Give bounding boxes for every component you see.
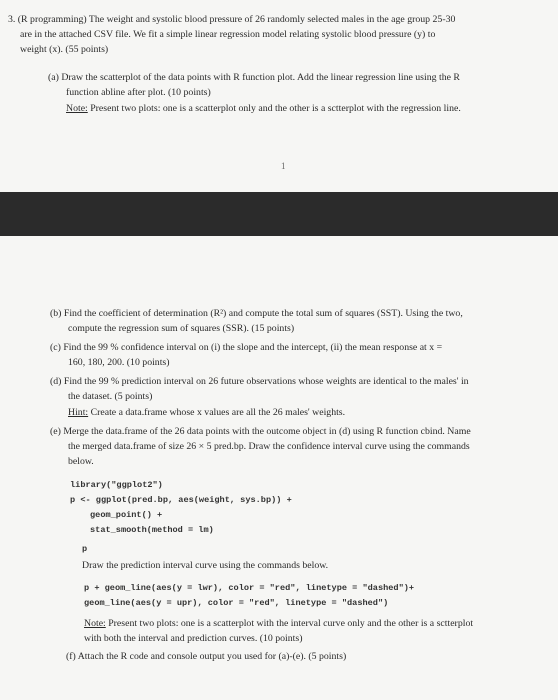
part-d-hint-label: Hint: bbox=[68, 407, 89, 418]
part-a-note-label: Note: bbox=[66, 103, 88, 114]
code-line: geom_line(aes(y = upr), color = "red", linetype = "dashed") bbox=[84, 598, 389, 608]
part-f-line-1: (f) Attach the R code and console output you used for (a)-(e). (5 points) bbox=[66, 651, 347, 662]
question-line-2: are in the attached CSV file. We fit a simple linear regression model relating systolic blood pressure (y) to bbox=[20, 29, 436, 40]
code-line: p bbox=[82, 544, 88, 554]
code-line: p + geom_line(aes(y = lwr), color = "red", linetype = "dashed")+ bbox=[84, 583, 415, 593]
part-e-prediction-text: Draw the prediction interval curve using the commands below. bbox=[82, 560, 329, 571]
part-a-line-2: function abline after plot. (10 points) bbox=[66, 87, 211, 98]
part-e-line-3: below. bbox=[68, 456, 94, 467]
part-c-line-2: 160, 180, 200. (10 points) bbox=[68, 357, 170, 368]
part-d-hint bbox=[68, 407, 345, 419]
part-b-line-2: compute the regression sum of squares (SSR). (15 points) bbox=[68, 323, 295, 334]
part-e-note-label: Note: bbox=[84, 618, 106, 629]
part-b-line-1: (b) Find the coefficient of determination (R²) and compute the total sum of squares (SST). Using the two, bbox=[50, 308, 463, 319]
page-top-section bbox=[0, 0, 558, 192]
page-bottom-section bbox=[0, 236, 558, 700]
page-number: 1 bbox=[281, 161, 286, 171]
page-divider bbox=[0, 192, 558, 236]
part-e-note-line-2: with both the interval and prediction curves. (10 points) bbox=[84, 633, 303, 644]
code-line: library("ggplot2") bbox=[70, 480, 163, 490]
question-line-1: 3. (R programming) The weight and systolic blood pressure of 26 randomly selected males in the age group 25-30 bbox=[8, 14, 456, 25]
code-line: stat_smooth(method = lm) bbox=[90, 525, 214, 535]
part-e-line-1: (e) Merge the data.frame of the 26 data points with the outcome object in (d) using R function cbind. Name bbox=[50, 426, 471, 437]
part-e-note bbox=[84, 618, 473, 630]
code-line: geom_point() + bbox=[90, 510, 163, 520]
part-d-line-1: (d) Find the 99 % prediction interval on 26 future observations whose weights are identical to the males' in bbox=[50, 376, 469, 387]
part-a-note bbox=[66, 103, 461, 115]
part-d-hint-text: Create a data.frame whose x values are all the 26 males' weights. bbox=[90, 407, 346, 418]
part-a-note-text: Present two plots: one is a scatterplot only and the other is a sctterplot with the regression line. bbox=[90, 103, 461, 114]
part-a-line-1: (a) Draw the scatterplot of the data points with R function plot. Add the linear regression line using the R bbox=[48, 72, 460, 83]
part-e-note-line-1: Present two plots: one is a scatterplot with the interval curve only and the other is a sctterplot bbox=[108, 618, 474, 629]
part-c-line-1: (c) Find the 99 % confidence interval on (i) the slope and the intercept, (ii) the mean response at x = bbox=[50, 342, 443, 353]
part-e-line-2: the merged data.frame of size 26 × 5 pred.bp. Draw the confidence interval curve using the commands bbox=[68, 441, 470, 452]
part-d-line-2: the dataset. (5 points) bbox=[68, 391, 153, 402]
question-line-3: weight (x). (55 points) bbox=[20, 44, 109, 55]
code-line: p <- ggplot(pred.bp, aes(weight, sys.bp)) + bbox=[70, 495, 292, 505]
